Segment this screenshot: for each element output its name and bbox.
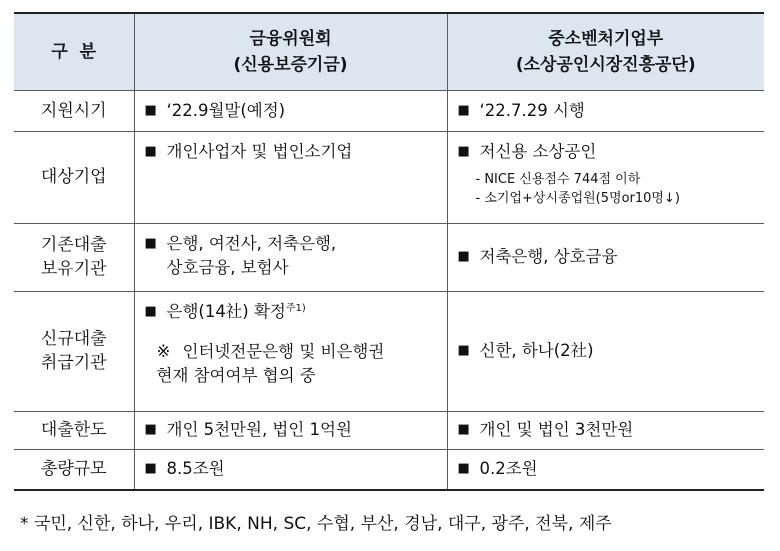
bullet-icon: ■ (144, 422, 157, 437)
header-category: 구 분 (14, 13, 134, 90)
bullet-icon: ■ (457, 249, 470, 264)
cell-fsc-existing-loan: ■ 은행, 여전사, 저축은행, 상호금융, 보험사 (134, 223, 447, 291)
bullet-icon: ■ (457, 343, 470, 358)
table-row (14, 291, 764, 411)
cell-fsc-loan-limit: ■ 개인 5천만원, 법인 1억원 (134, 411, 447, 449)
cell-mss-loan-limit: ■ 개인 및 법인 3천만원 (447, 411, 764, 449)
cell-mss-support-period: ■ ‘22.7.29 시행 (447, 90, 764, 131)
table-row (14, 449, 764, 490)
cell-mss-new-loan: ■ 신한, 하나(2社) (447, 291, 764, 411)
table-row (14, 223, 764, 291)
header-fsc-name: 금융위원회 (249, 28, 332, 49)
cell-fsc-target: ■ 개인사업자 및 법인소기업 (134, 131, 447, 223)
header-mss-agency: (소상공인시장진흥공단) (515, 54, 696, 75)
row-label-loan-limit: 대출한도 (14, 411, 134, 449)
bullet-icon: ■ (457, 143, 470, 159)
bullet-icon: ■ (144, 303, 157, 319)
table-row (14, 90, 764, 131)
bullet-icon: ■ (144, 143, 157, 159)
cell-fsc-total-volume: ■ 8.5조원 (134, 449, 447, 490)
bullet-icon: ■ (144, 102, 157, 118)
bullet-icon: ■ (457, 422, 470, 437)
cell-mss-total-volume: ■ 0.2조원 (447, 449, 764, 490)
cell-mss-target: ■ 저신용 소상공인 - NICE 신용점수 744점 이하 - 소기업+상시종업원(5명or10명↓) (447, 131, 764, 223)
row-label-support-period: 지원시기 (14, 90, 134, 131)
bullet-icon: ■ (457, 461, 470, 477)
footnote: * 국민, 신한, 하나, 우리, IBK, NH, SC, 수협, 부산, 경남, 대구, 광주, 전북, 제주 (20, 514, 612, 534)
row-label-existing-loan: 기존대출 보유기관 (14, 223, 134, 291)
table-row (14, 131, 764, 223)
cell-mss-existing-loan: ■ 저축은행, 상호금융 (447, 223, 764, 291)
header-fsc (134, 13, 447, 90)
note-internet-bank: ※ 인터넷전문은행 및 비은행권 (135, 340, 447, 364)
comparison-table (14, 12, 764, 491)
header-fsc-agency: (신용보증기금) (233, 54, 348, 75)
bullet-icon: ■ (144, 461, 157, 477)
reference-mark-icon: ※ (156, 341, 171, 361)
bullet-icon: ■ (457, 102, 470, 118)
footnote-ref: 주1) (285, 302, 306, 314)
bullet-icon: ■ (144, 235, 157, 251)
row-label-new-loan: 신규대출 취급기관 (14, 291, 134, 411)
sub-item-credit-score: - NICE 신용점수 744점 이하 (475, 171, 641, 187)
header-row (14, 13, 764, 90)
sub-item-employees: - 소기업+상시종업원(5명or10명↓) (475, 190, 680, 206)
header-mss (447, 13, 764, 90)
row-label-target: 대상기업 (14, 131, 134, 223)
table-row (14, 411, 764, 449)
header-mss-name: 중소벤처기업부 (548, 28, 664, 49)
cell-fsc-support-period: ■ ‘22.9월말(예정) (134, 90, 447, 131)
row-label-total-volume: 총량규모 (14, 449, 134, 490)
cell-fsc-new-loan: ■ 은행(14社) 확정$^{주1)}$ ※ 인터넷전문은행 및 비은행권 현재 참여여부 협의 중 (134, 291, 447, 411)
